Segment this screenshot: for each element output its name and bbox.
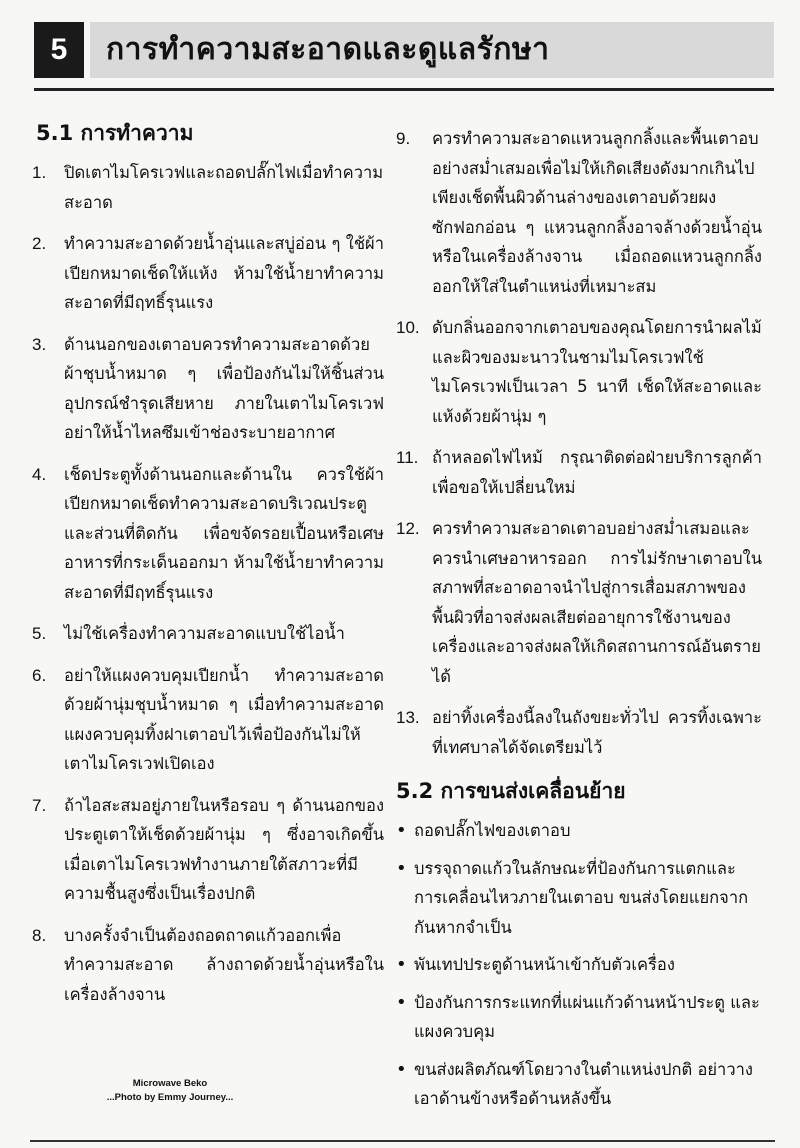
section-title-transport: 5.2 การขนส่งเคลื่อนย้าย: [396, 779, 626, 803]
list-item: [32, 229, 384, 318]
caption-line-2: ...Photo by Emmy Journey...: [106, 1092, 234, 1103]
list-item: [396, 124, 762, 301]
item-text: อย่าทิ้งเครื่องนี้ลงในถังขยะทั่วไป ควรทิ้งเฉพาะที่เทศบาลได้จัดเตรียมไว้: [432, 708, 762, 757]
bullet-item: • ขนส่งผลิตภัณฑ์โดยวางในตำแหน่งปกติ อย่าวางเอาด้านข้างหรือด้านหลังขึ้น: [396, 1055, 762, 1114]
item-text: ถ้าไอสะสมอยู่ภายในหรือรอบ ๆ ด้านนอกของประตูเตาให้เช็ดด้วยผ้านุ่ม ๆ ซึ่งอาจเกิดขึ้นเมื่อเตาไมโครเวฟทำงานภายใต้สภาวะที่มีความชื้นสูงซึ่งเป็นเรื่องปกติ: [64, 795, 384, 903]
list-item: [32, 791, 384, 909]
list-item: [396, 313, 762, 431]
list-item: [396, 514, 762, 691]
cleaning-list-continued: [396, 124, 762, 762]
item-text: เช็ดประตูทั้งด้านนอกและด้านใน ควรใช้ผ้าเปียกหมาดเช็ดทำความสะอาดบริเวณประตูและส่วนที่ติดกัน เพื่อขจัดรอยเปื้อนหรือเศษอาหารที่กระเด็นออกมา ห้ามใช้น้ำยาทำความสะอาดที่มีฤทธิ์รุนแรง: [64, 464, 384, 602]
header-divider: [34, 88, 774, 91]
bullet-item: • ถอดปลั๊กไฟของเตาอบ: [396, 816, 762, 846]
caption-line-1: Microwave Beko: [132, 1078, 208, 1089]
item-number: 1.: [32, 163, 47, 182]
item-text: ดับกลิ่นออกจากเตาอบของคุณโดยการนำผลไม้ และผิวของมะนาวในชามไมโครเวฟใช้ไมโครเวฟเป็นเวลา 5 นาที เช็ดให้สะอาดและแห้งด้วยผ้านุ่ม ๆ: [432, 318, 762, 426]
item-text: ปิดเตาไมโครเวฟและถอดปลั๊กไฟเมื่อทำความสะอาด: [64, 163, 384, 212]
item-number: 10.: [396, 318, 420, 337]
footer-divider: [30, 1140, 775, 1142]
item-text: ควรทำความสะอาดแหวนลูกกลิ้งและพื้นเตาอบอย่างสม่ำเสมอเพื่อไม่ให้เกิดเสียงดังมากเกินไป เพียงเช็ดพื้นผิวด้านล่างของเตาอบด้วยผงซักฟอกอ่อน ๆ แหวนลูกกลิ้งอาจล้างด้วยน้ำอุ่นหรือในเครื่องล้างจาน เมื่อถอดแหวนลูกกลิ้งออกให้ใส่ในตำแหน่งที่เหมาะสม: [432, 129, 762, 296]
bullet-item: • ป้องกันการกระแทกที่แผ่นแก้วด้านหน้าประตู และแผงควบคุม: [396, 988, 762, 1047]
item-number: 12.: [396, 519, 420, 538]
list-item: [32, 460, 384, 608]
section-title-cleaning: 5.1 การทำความ: [36, 121, 194, 145]
item-text: ถ้าหลอดไฟไหม้ กรุณาติดต่อฝ่ายบริการลูกค้าเพื่อขอให้เปลี่ยนใหม่: [432, 448, 762, 497]
photo-caption: [60, 1077, 280, 1105]
item-text: อย่าให้แผงควบคุมเปียกน้ำ ทำความสะอาดด้วยผ้านุ่มชุบน้ำหมาด ๆ เมื่อทำความสะอาดแผงควบคุมทิ้งฝาเตาอบไว้เพื่อป้องกันไม่ให้เตาไมโครเวฟเปิดเอง: [64, 665, 384, 773]
chapter-header: [34, 22, 774, 78]
item-text: บางครั้งจำเป็นต้องถอดถาดแก้วออกเพื่อทำความสะอาด ล้างถาดด้วยน้ำอุ่นหรือในเครื่องล้างจาน: [64, 925, 384, 1004]
item-text: ทำความสะอาดด้วยน้ำอุ่นและสบู่อ่อน ๆ ใช้ผ้าเปียกหมาดเช็ดให้แห้ง ห้ามใช้น้ำยาทำความสะอาดที่มีฤทธิ์รุนแรง: [64, 234, 384, 312]
chapter-title: การทำความสะอาดและดูแลรักษา: [106, 32, 550, 67]
bullet-item: • บรรจุถาดแก้วในลักษณะที่ป้องกันการแตกและการเคลื่อนไหวภายในเตาอบ ขนส่งโดยแยกจากกันหากจำเป็น: [396, 854, 762, 943]
list-item: [32, 158, 384, 217]
item-number: 9.: [396, 129, 411, 148]
item-text: ด้านนอกของเตาอบควรทำความสะอาดด้วยผ้าชุบน้ำหมาด ๆ เพื่อป้องกันไม่ให้ชิ้นส่วนอุปกรณ์ชำรุดเสียหาย ภายในเตาไมโครเวฟอย่าให้น้ำไหลซึมเข้าช่องระบายอากาศ: [64, 334, 384, 442]
item-number: 3.: [32, 334, 47, 354]
list-item: [32, 921, 384, 1010]
item-number: 2.: [32, 234, 47, 253]
right-column: [396, 124, 762, 1122]
item-number: 7.: [32, 795, 47, 815]
item-number: 5.: [32, 624, 47, 643]
item-number: 8.: [32, 925, 47, 945]
list-item: [32, 619, 384, 649]
item-number: 11.: [396, 448, 419, 467]
bullet-item: • พันเทปประตูด้านหน้าเข้ากับตัวเครื่อง: [396, 950, 762, 980]
chapter-number: 5: [34, 22, 84, 78]
item-number: 13.: [396, 708, 420, 727]
item-number: 4.: [32, 464, 47, 484]
transport-list: [396, 816, 762, 1114]
item-text: ไม่ใช้เครื่องทำความสะอาดแบบใช้ไอน้ำ: [64, 624, 345, 643]
list-item: [32, 661, 384, 779]
left-column: [32, 118, 384, 1021]
list-item: [32, 330, 384, 448]
item-text: ควรทำความสะอาดเตาอบอย่างสม่ำเสมอและควรนำเศษอาหารออก การไม่รักษาเตาอบในสภาพที่สะอาดอาจนำไปสู่การเสื่อมสภาพของพื้นผิวที่อาจส่งผลเสียต่ออายุการใช้งานของเครื่องและอาจส่งผลให้เกิดสถานการณ์อันตรายได้: [432, 519, 762, 686]
list-item: [396, 703, 762, 762]
item-number: 6.: [32, 665, 47, 685]
list-item: [396, 443, 762, 502]
cleaning-list: [32, 158, 384, 1009]
